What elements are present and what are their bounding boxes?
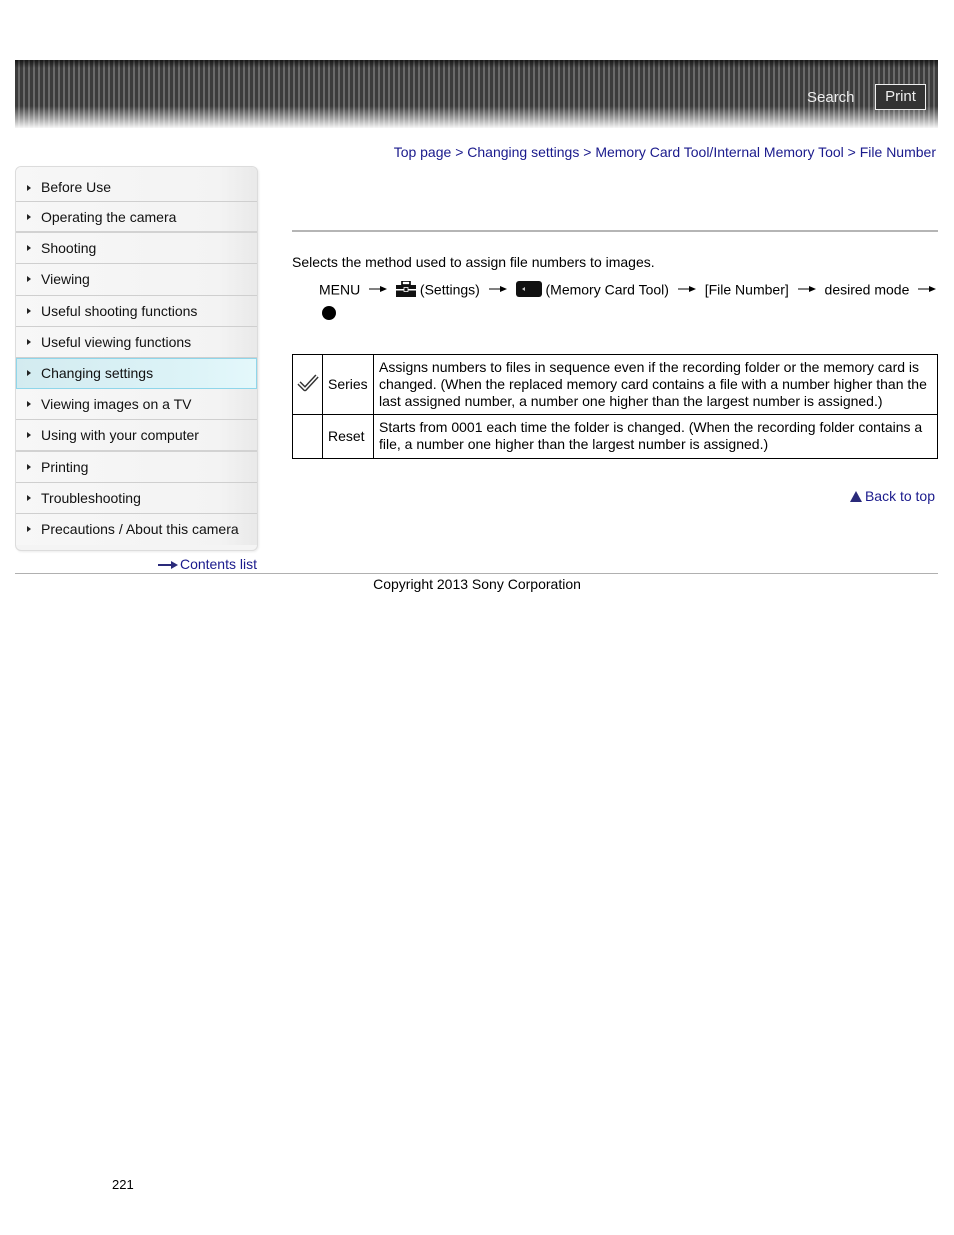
arrow-right-icon <box>27 339 31 345</box>
sidebar-item-using-with-your-computer[interactable] <box>16 420 257 451</box>
intro-text: Selects the method used to assign file numbers to images. <box>292 254 655 270</box>
breadcrumb-separator: > <box>583 144 592 160</box>
arrow-right-icon <box>27 185 31 191</box>
arrow-right-icon <box>27 526 31 532</box>
sidebar-item-troubleshooting[interactable] <box>16 483 257 514</box>
arrow-right-icon <box>27 370 31 376</box>
search-link[interactable]: Search <box>807 89 855 106</box>
arrow-right-icon <box>27 401 31 407</box>
table-row <box>293 355 938 415</box>
settings-label: (Settings) <box>419 281 480 298</box>
sidebar-item-label: Before Use <box>41 179 112 195</box>
sidebar-item-viewing[interactable] <box>16 264 257 295</box>
sidebar-item-label: Useful shooting functions <box>41 302 198 319</box>
mode-description: Starts from 0001 each time the folder is changed. (When the recording folder contains a file, a number one higher than the largest number is assigned.) <box>374 415 938 459</box>
arrow-right-icon <box>369 285 387 293</box>
menu-label: MENU <box>319 281 361 298</box>
long-arrow-right-icon <box>158 561 178 569</box>
sidebar-item-shooting[interactable] <box>16 233 257 264</box>
arrow-right-icon <box>27 495 31 501</box>
arrow-right-icon <box>678 285 696 293</box>
sidebar-item-operating-the-camera[interactable] <box>16 202 257 233</box>
memory-card-tool-icon <box>516 281 542 297</box>
table-cell-icon <box>293 355 323 415</box>
arrow-right-icon <box>27 464 31 470</box>
file-number-label: [File Number] <box>704 281 789 298</box>
mode-description: Assigns numbers to files in sequence even if the recording folder or the memory card is changed. (When the replaced memory card contains a file with a number higher than the last assigned number, a number one higher than the largest number is assigned.) <box>374 355 938 415</box>
file-number-modes-table <box>292 354 938 459</box>
contents-list-label: Contents list <box>179 556 257 572</box>
sidebar-item-label: Troubleshooting <box>41 489 141 506</box>
arrow-right-icon <box>27 432 31 438</box>
sidebar-item-label: Useful viewing functions <box>41 333 192 350</box>
sidebar-item-label: Printing <box>41 458 89 475</box>
sidebar-nav <box>15 166 258 551</box>
back-to-top-link[interactable] <box>850 488 935 504</box>
desired-mode-label: desired mode <box>824 281 910 298</box>
sidebar-item-precautions[interactable] <box>16 514 257 545</box>
mode-name: Reset <box>323 415 374 459</box>
breadcrumb-memory-card-tool[interactable]: Memory Card Tool/Internal Memory Tool <box>595 144 844 160</box>
sidebar-item-printing[interactable] <box>16 452 257 483</box>
breadcrumb-separator: > <box>455 144 464 160</box>
table-row <box>293 415 938 459</box>
arrow-right-icon <box>27 214 31 220</box>
arrow-right-icon <box>27 245 31 251</box>
title-divider <box>292 230 938 232</box>
triangle-up-icon <box>850 491 862 502</box>
checkmark-icon <box>297 374 319 392</box>
footer-divider <box>15 573 938 574</box>
page-number: 221 <box>112 1177 134 1192</box>
menu-path <box>319 280 941 297</box>
arrow-right-icon <box>489 285 507 293</box>
sidebar-item-label: Using with your computer <box>41 427 199 444</box>
memory-card-tool-label: (Memory Card Tool) <box>545 281 669 298</box>
table-cell-icon <box>293 415 323 459</box>
copyright-text: Copyright 2013 Sony Corporation <box>373 576 581 592</box>
sidebar-item-label: Shooting <box>41 240 97 257</box>
breadcrumb-top-page[interactable]: Top page <box>393 144 452 160</box>
sidebar-item-before-use[interactable] <box>16 167 257 202</box>
sidebar-item-changing-settings[interactable] <box>16 358 257 389</box>
back-to-top-label: Back to top <box>864 488 935 504</box>
sidebar-item-label: Changing settings <box>41 364 154 381</box>
sidebar-item-label: Viewing images on a TV <box>41 396 192 413</box>
sidebar-item-viewing-images-on-a-tv[interactable] <box>16 389 257 420</box>
sidebar-item-label: Operating the camera <box>41 209 177 225</box>
breadcrumb-separator: > <box>847 144 856 160</box>
breadcrumb-file-number[interactable]: File Number <box>859 144 936 160</box>
arrow-right-icon <box>918 285 936 293</box>
print-button[interactable]: Print <box>875 84 926 110</box>
sidebar-item-useful-viewing-functions[interactable] <box>16 327 257 358</box>
contents-list-link[interactable] <box>158 556 257 572</box>
header-bar <box>15 60 938 128</box>
breadcrumb <box>394 144 936 160</box>
center-button-icon <box>322 306 336 320</box>
sidebar-item-useful-shooting-functions[interactable] <box>16 296 257 327</box>
sidebar-item-label: Viewing <box>41 271 90 288</box>
sidebar-item-label: Precautions / About this camera <box>41 520 239 537</box>
arrow-right-icon <box>27 308 31 314</box>
settings-toolbox-icon <box>396 281 416 297</box>
arrow-right-icon <box>798 285 816 293</box>
breadcrumb-changing-settings[interactable]: Changing settings <box>467 144 580 160</box>
mode-name: Series <box>323 355 374 415</box>
arrow-right-icon <box>27 276 31 282</box>
